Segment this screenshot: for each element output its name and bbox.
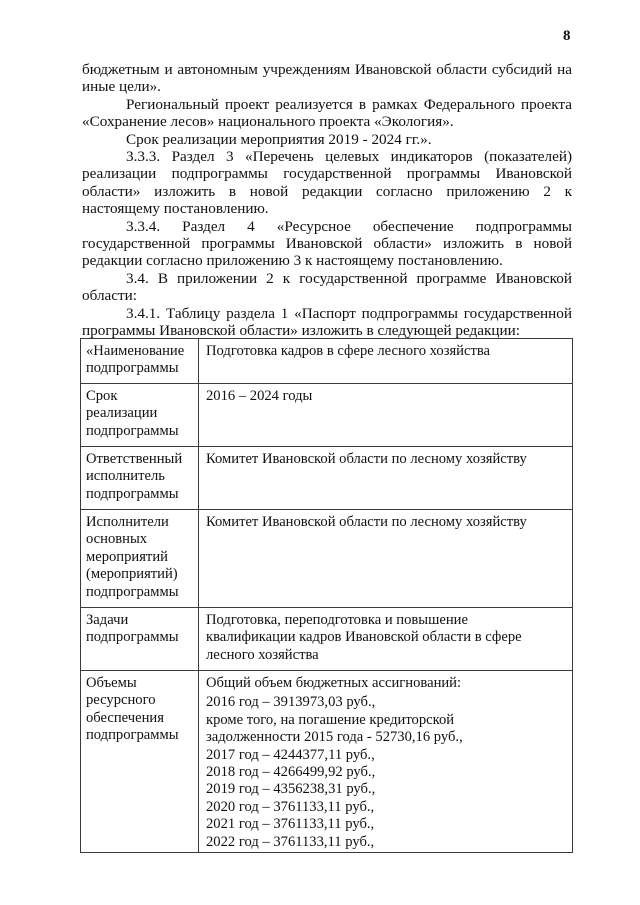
label-line: «Наименование [86, 343, 185, 359]
paragraph-subsidies: бюджетным и автономным учреждениям Ивановской области субсидий на иные цели». [82, 61, 572, 96]
label-line: ресурсного [86, 692, 156, 709]
value-line: лесного хозяйства [206, 646, 319, 663]
paragraph-term: Срок реализации мероприятия 2019 - 2024 гг.». [126, 130, 432, 148]
table-cell-value [199, 510, 573, 608]
value-line: задолженности 2015 года - 52730,16 руб., [206, 729, 463, 746]
value-line: Комитет Ивановской области по лесному хозяйству [206, 514, 527, 530]
label-line: подпрограммы [86, 629, 179, 646]
table-row-name [81, 339, 573, 384]
label-line: подпрограммы [86, 360, 179, 377]
table-row-term [81, 384, 573, 447]
label-line: основных [86, 531, 148, 548]
value-line: 2021 год – 3761133,11 руб., [206, 816, 375, 833]
page-number: 8 [563, 28, 571, 44]
label-line: подпрограммы [86, 583, 179, 600]
label-line: Исполнители [86, 514, 169, 530]
table-cell-value [199, 384, 573, 447]
label-line: Объемы [86, 675, 137, 691]
table-row-executors [81, 510, 573, 608]
paragraph-3-4: 3.4. В приложении 2 к государственной программе Ивановской области: [82, 269, 572, 305]
value-line: 2019 год – 4356238,31 руб., [206, 781, 376, 798]
table-cell-label [81, 339, 199, 384]
value-line: 2022 год – 3761133,11 руб., [206, 833, 375, 850]
table-row-responsible [81, 447, 573, 510]
label-line: мероприятий [86, 548, 168, 565]
value-line: Общий объем бюджетных ассигнований: [206, 675, 462, 691]
table-row-tasks [81, 608, 573, 671]
value-line: Подготовка, переподготовка и повышение [206, 612, 468, 628]
label-line: подпрограммы [86, 485, 179, 502]
label-line: реализации [86, 405, 158, 422]
table-cell-label [81, 447, 199, 510]
label-line: Ответственный [86, 451, 183, 467]
label-line: исполнитель [86, 468, 165, 485]
table-cell-value [199, 608, 573, 671]
table-row-resource-volume [81, 671, 573, 853]
value-line: кроме того, на погашение кредиторской [206, 711, 455, 728]
label-line: подпрограммы [86, 422, 179, 439]
document-body [82, 61, 572, 340]
table-cell-label [81, 671, 199, 853]
paragraph-3-3-4: 3.3.4. Раздел 4 «Ресурсное обеспечение подпрограммы государственной программы Ивановской области» изложить в новой редакции согласно приложению 3 к настоящему постановлению. [82, 217, 572, 270]
table-cell-label [81, 608, 199, 671]
value-line: 2020 год – 3761133,11 руб., [206, 798, 375, 815]
table-cell-value [199, 671, 573, 853]
subprogram-passport-table [80, 338, 573, 853]
table-cell-value [199, 339, 573, 384]
value-line: 2017 год – 4244377,11 руб., [206, 746, 375, 763]
table-cell-label [81, 510, 199, 608]
label-line: Задачи [86, 612, 129, 628]
label-line: Срок [86, 388, 118, 404]
label-line: подпрограммы [86, 727, 179, 744]
paragraph-3-3-3: 3.3.3. Раздел 3 «Перечень целевых индикаторов (показателей) реализации подпрограммы государственной программы Ивановской области» изложить в новой редакции согласно приложению 2 к настоящему постановлению. [82, 148, 572, 218]
value-line: 2016 – 2024 годы [206, 388, 313, 404]
value-line: Подготовка кадров в сфере лесного хозяйства [206, 343, 491, 359]
table-cell-label [81, 384, 199, 447]
value-line: 2018 год – 4266499,92 руб., [206, 764, 376, 781]
label-line: (мероприятий) [86, 566, 178, 583]
table-cell-value [199, 447, 573, 510]
paragraph-regional-project: Региональный проект реализуется в рамках Федерального проекта «Сохранение лесов» национального проекта «Экология». [82, 95, 572, 131]
value-line: квалификации кадров Ивановской области в сфере [206, 629, 522, 646]
paragraph-3-4-1: 3.4.1. Таблицу раздела 1 «Паспорт подпрограммы государственной программы Ивановской области» изложить в следующей редакции: [82, 304, 572, 340]
value-line: Комитет Ивановской области по лесному хозяйству [206, 451, 527, 467]
value-line: 2016 год – 3913973,03 руб., [206, 694, 376, 711]
label-line: обеспечения [86, 709, 164, 726]
